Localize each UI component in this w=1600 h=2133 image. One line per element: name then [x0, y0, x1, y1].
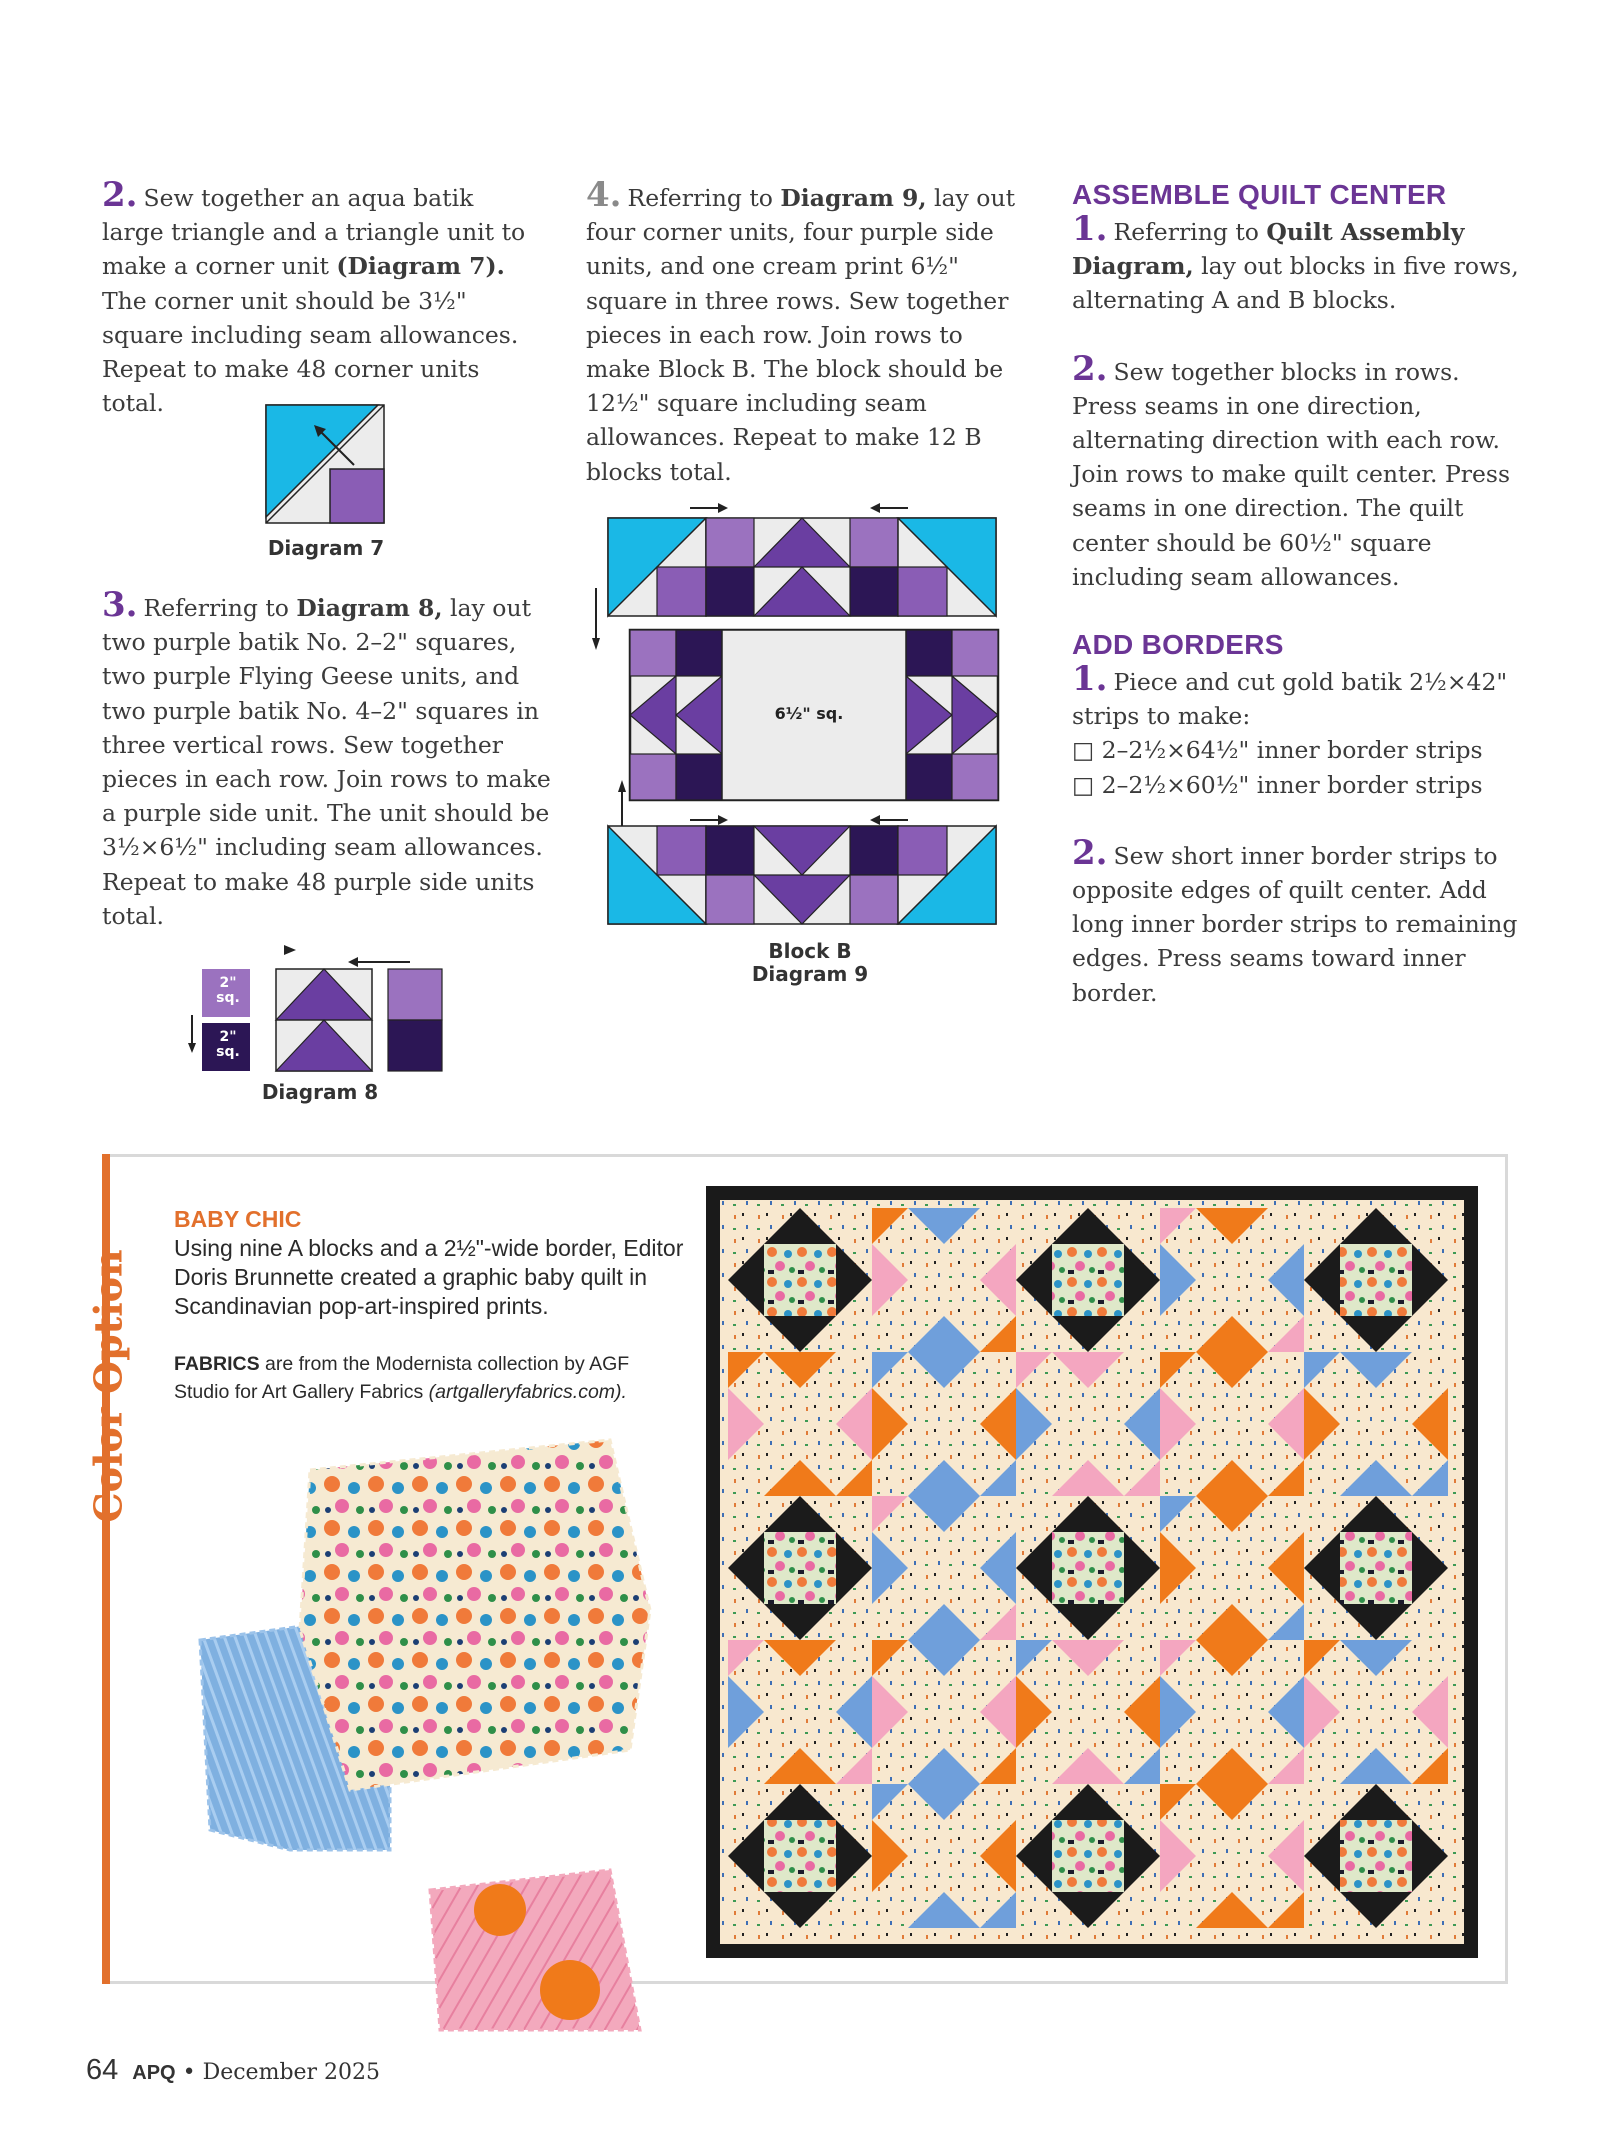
- column-1: [102, 175, 542, 420]
- step-text: Piece and cut gold batik 2½×42" strips to make:: [1072, 668, 1508, 731]
- d9-arrow-left-up-head: [618, 780, 626, 792]
- caption-block-b: Block B: [768, 939, 852, 963]
- diagram-7-caption: Diagram 7: [267, 536, 385, 560]
- borders-item-1: □ 2–2½×64½" inner border strips: [1072, 736, 1483, 765]
- color-option-title-text: Color Option: [85, 1249, 131, 1523]
- step-number: 3.: [102, 585, 138, 625]
- baby-chic-body: Using nine A blocks and a 2½"-wide border, Editor Doris Brunnette created a graphic baby quilt in Scandinavian pop-art-inspired prints.: [174, 1235, 684, 1319]
- step-2: [102, 175, 542, 420]
- quilt-scrappy-square: [1340, 1820, 1412, 1892]
- issue-date: December 2025: [202, 2060, 381, 2085]
- quilt-scrappy-square: [1340, 1244, 1412, 1316]
- quilt-scrappy-square: [764, 1532, 836, 1604]
- step-text: lay out four corner units, four purple side units, and one cream print 6½" square in three rows. Sew together pieces in each row. Join rows to make Block B. The block should be 12½" square including seam allowances. Repeat to make 12 B blocks total.: [586, 184, 1016, 486]
- d8-label-bottom: 2" sq.: [216, 1029, 240, 1060]
- step-4: [586, 175, 1016, 489]
- diagram-8-caption: Diagram 8: [261, 1080, 379, 1104]
- d8-label-top: 2" sq.: [216, 975, 240, 1006]
- d9-arrow-top-r-head: [718, 503, 728, 513]
- d7-purple-square: [330, 469, 384, 523]
- step-ref: Diagram 8,: [296, 594, 443, 622]
- fabrics-url: (artgalleryfabrics.com).: [428, 1381, 627, 1403]
- step-number: 1.: [1072, 659, 1108, 700]
- assemble-step-2: [1072, 348, 1532, 594]
- panel-right-border: [1505, 1154, 1508, 1984]
- step-ref: Diagram 9,: [780, 184, 927, 212]
- baby-chic-heading: BABY CHIC: [174, 1206, 302, 1232]
- step-text: Sew short inner border strips to opposite edges of quilt center. Add long inner border strips to remaining edges. Press seams toward inner border.: [1072, 841, 1518, 1007]
- assemble-step-1: [1072, 209, 1532, 318]
- panel-top-border: [110, 1154, 1508, 1157]
- d9-arrow-bot-l-head: [870, 815, 880, 825]
- step-ref: (Diagram 7).: [336, 252, 505, 281]
- d8-arrow-top-head: [348, 957, 358, 967]
- step-text: Sew together blocks in rows. Press seams in one direction, alternating direction with each row. Join rows to make quilt center. Press seams in one direction. The quilt center should be 60½" square including seam allowances.: [1072, 357, 1511, 591]
- d9-arrow-left-down-head: [592, 638, 600, 650]
- borders-step-1: [1072, 659, 1532, 733]
- step-ref: Quilt Assembly Diagram,: [1072, 218, 1465, 281]
- step-3: [102, 585, 552, 933]
- step-number: 2.: [102, 175, 138, 215]
- step-text: Referring to: [1113, 218, 1267, 246]
- page-footer: [86, 2054, 380, 2087]
- d8-side-light: [388, 969, 442, 1020]
- quilt-scrappy-square: [1052, 1820, 1124, 1892]
- magazine-name: APQ: [132, 2062, 176, 2084]
- d8-arrow-left-head: [188, 1043, 196, 1053]
- step-text: Sew together an aqua batik large triangle and a triangle unit to make a corner unit: [102, 184, 526, 281]
- step-number: 1.: [1072, 209, 1108, 249]
- d8-arrow-top-small: [284, 945, 296, 955]
- step-number: 2.: [1072, 348, 1108, 389]
- fabrics-credit: [174, 1350, 644, 1406]
- d8-side-dark: [388, 1020, 442, 1071]
- color-option-title: [85, 1226, 131, 1546]
- column-3: [1072, 178, 1532, 1010]
- step-text: Referring to: [143, 594, 297, 622]
- d9-arrow-bot-r-head: [718, 815, 728, 825]
- fabric-swatches: [190, 1430, 660, 2030]
- d9-bottom-row: [608, 826, 996, 924]
- pink-swatch-flower-1: [474, 1884, 526, 1936]
- quilt-scrappy-square: [1052, 1532, 1124, 1604]
- quilt-scrappy-square: [764, 1244, 836, 1316]
- diagram-8: [188, 945, 458, 1085]
- column-2: [586, 175, 1016, 489]
- page-number: 64: [86, 2054, 119, 2086]
- quilt-scrappy-square: [1340, 1532, 1412, 1604]
- footer-bullet: •: [175, 2060, 203, 2085]
- step-text: Referring to: [627, 184, 781, 212]
- quilt-scrappy-square: [1052, 1244, 1124, 1316]
- borders-item-2: □ 2–2½×60½" inner border strips: [1072, 770, 1483, 799]
- floral-swatch: [300, 1440, 650, 1790]
- caption-diagram-9: Diagram 9: [751, 962, 869, 986]
- diagram-9-caption: [720, 940, 900, 986]
- quilt-blocks: [728, 1208, 1448, 1928]
- step-text: The corner unit should be 3½" square including seam allowances. Repeat to make 48 corner units total.: [102, 286, 519, 418]
- diagram-7: [266, 405, 384, 523]
- heading-borders: ADD BORDERS: [1072, 629, 1284, 661]
- pink-swatch-flower-2: [540, 1960, 600, 2020]
- heading-assemble: ASSEMBLE QUILT CENTER: [1072, 179, 1447, 210]
- quilt-scrappy-square: [764, 1820, 836, 1892]
- fabrics-label: FABRICS: [174, 1353, 260, 1375]
- borders-step-2: [1072, 832, 1532, 1010]
- column-1-step-3: [102, 585, 552, 933]
- d9-top-row: [608, 518, 996, 616]
- fabrics-text: are from the Modernista collection by AGF Studio for Art Gallery Fabrics: [174, 1353, 630, 1403]
- step-text: lay out two purple batik No. 2–2" squares, two purple Flying Geese units, and two purple batik No. 4–2" squares in three vertical rows. Sew together pieces in each row. Join rows to make a purple side unit. The unit should be 3½×6½" including seam allowances. Repeat to make 48 purple side units total.: [102, 594, 551, 930]
- quilt-image: [706, 1186, 1478, 1958]
- step-number: 2.: [1072, 832, 1108, 873]
- step-number: 4.: [586, 175, 622, 215]
- d9-arrow-top-l-head: [870, 503, 880, 513]
- step-text: lay out blocks in five rows, alternating A and B blocks.: [1072, 252, 1519, 315]
- pink-swatch: [430, 1870, 640, 2030]
- d9-center-label: 6½" sq.: [774, 704, 844, 723]
